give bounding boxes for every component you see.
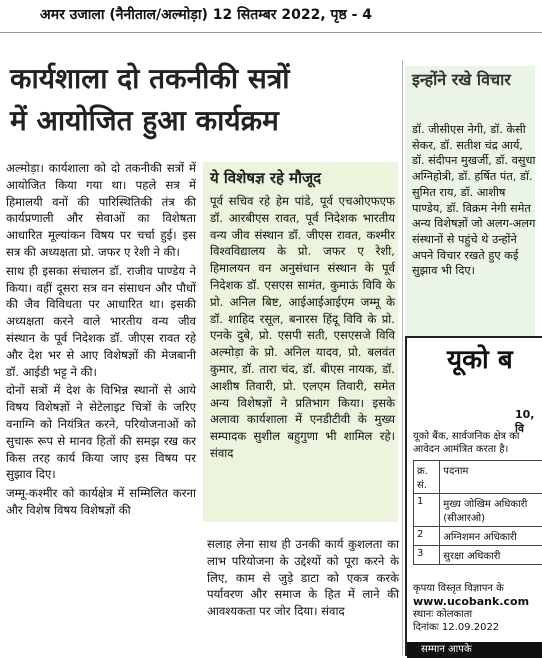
ad-website-link[interactable]: www.ucobank.com xyxy=(413,595,542,608)
headline-line-2: में आयोजित हुआ कार्यक्रम xyxy=(10,100,400,142)
table-cell: 2 xyxy=(414,527,440,546)
ad-footer xyxy=(413,582,542,634)
article-column-left xyxy=(6,160,196,521)
speakers-box-text: डॉ. जीसीएस नेगी, डॉ. केसी सेकर, डॉ. सतीश चंद्र आर्य, डॉ. संदीपन मुखर्जी, डॉ. वसुधा अग्निहोत्री, डॉ. हर्षित पंत, डॉ. सुमित राय, डॉ. आशीष पाण्डेय, डॉ. विक्रम नेगी समेत अन्य विशेषज्ञों जो अलग-अलग संस्थानों से पहुंचे थे उन्होंने अपने विचार रखते हुए कई सुझाव भी दिए। xyxy=(412,122,537,279)
headline xyxy=(0,58,400,142)
table-cell: सुरक्षा अधिकारी xyxy=(440,546,542,565)
table-cell: मुख्य जोखिम अधिकारी (सीआरओ) xyxy=(440,494,542,527)
ad-date: दिनांकः 12.09.2022 xyxy=(413,621,542,634)
column-divider xyxy=(402,60,403,656)
ad-place: स्थानः कोलकाता xyxy=(413,608,542,621)
table-row xyxy=(414,527,542,546)
experts-box-text: पूर्व सचिव रहे हेम पांडे, पूर्व एचओएफएफ डॉ. आरबीएस रावत, पूर्व निदेशक भारतीय वन्य जीव संस्थान डॉ. जीएस रावत, कश्मीर विश्वविद्यालय के प्रो. जफर ए रेशी, हिमालयन वन अनुसंधान संस्थान के पूर्व निदेशक डॉ. एसएस सामंत, कुमाऊं विवि के प्रो. अनिल बिष्ट, आईआईआईएम जम्मू के डॉ. शाहिद रसूल, बनारस हिंदू विवि के प्रो. एनके दुबे, प्रो. एसपी सती, एसएसजे विवि अल्मोड़ा के प्रो. अनिल यादव, प्रो. बलवंत कुमार, डॉ. तारा चंद, डॉ. बीएस नायक, डॉ. आशीष तिवारी, प्रो. एलएम तिवारी, समेत अन्य विशेषज्ञों ने प्रतिभाग किया। इसके अलावा कार्यशाला में एनडीटीवी के मुख्य सम्पादक सुशील बहुगुणा भी शामिल रहे। संवाद xyxy=(210,193,395,462)
ad-note: कृपया विस्तृत विज्ञापन के xyxy=(413,582,542,595)
uco-bank-advertisement xyxy=(405,336,542,656)
ad-intro: यूको बैंक, सार्वजनिक क्षेत्र का आवेदन आमंत्रित करता है। xyxy=(413,430,541,456)
ad-table xyxy=(413,460,542,565)
ad-table-header xyxy=(414,461,542,494)
experts-box-title: ये विशेषज्ञ रहे मौजूद xyxy=(210,168,395,188)
paragraph-1: अल्मोड़ा। कार्यशाला को दो तकनीकी सत्रों में आयोजित किया गया था। पहले सत्र में हिमालयी वनों की पारिस्थितिकी तंत्र की कार्यप्रणाली और सेवाओं का विशेषता आधारित मूल्यांकन विषय पर चर्चा हुई। इस सत्र की अध्यक्षता प्रो. जफर ए रेशी ने की। xyxy=(6,160,196,261)
table-row xyxy=(414,494,542,527)
table-cell: 3 xyxy=(414,546,440,565)
ad-col-sno: क्र. सं. xyxy=(414,461,440,494)
masthead-rule xyxy=(0,32,542,33)
table-cell: अग्निशमन अधिकारी xyxy=(440,527,542,546)
masthead: अमर उजाला (नैनीताल/अल्मोड़ा) 12 सितम्बर 2022, पृष्ठ - 4 xyxy=(0,0,542,30)
table-row xyxy=(414,546,542,565)
headline-line-1: कार्यशाला दो तकनीकी सत्रों xyxy=(10,58,400,100)
ad-col-post: पदनाम xyxy=(440,461,542,494)
speakers-box-title: इन्होंने रखे विचार xyxy=(412,70,537,90)
table-cell: 1 xyxy=(414,494,440,527)
paragraph-2: साथ ही इसका संचालन डॉ. राजीव पाण्डेय ने किया। वहीं दूसरा सत्र वन संसाधन और पौधों की जैव विविधता पर आधारित था। इसकी अध्यक्षता करने वाले भारतीय वन्य जीव संस्थान के पूर्व निदेशक डॉ. जीएस रावत रहे और देश भर से आए विशेषज्ञों की मेजबानी डॉ. आईडी भट्ट ने की। xyxy=(6,263,196,381)
paragraph-3: दोनों सत्रों में देश के विभिन्न स्थानों से आये विषय विशेषज्ञों ने सेटेलाइट चित्रों के जरिए वनाग्नि को नियंत्रित करने, परियोजनाओं को सुचारू रूप से मानव हितों की समझ रख कर किस तरह कार्य किया जाए इस विषय पर सुझाव दिए। xyxy=(6,382,196,483)
ad-slogan-bar: सम्मान आपके xyxy=(407,642,542,658)
article-column-middle-continued: सलाह लेना साथ ही उनकी कार्य कुशलता का लाभ परियोजना के उद्देश्यों को पूरा करने के लिए, काम से जुड़े डाटा को एकत्र करके पर्यावरण और समाज के हित में लाने की आवश्यकता पर जोर दिया। संवाद xyxy=(207,536,399,620)
paragraph-4: जम्मू-कश्मीर को कार्यक्षेत्र में सम्मिलित करना और विशेष विषय विशेषज्ञों की xyxy=(6,485,196,519)
ad-reference: 10, वि xyxy=(515,408,542,436)
ad-logo: यूको ब xyxy=(447,340,513,376)
